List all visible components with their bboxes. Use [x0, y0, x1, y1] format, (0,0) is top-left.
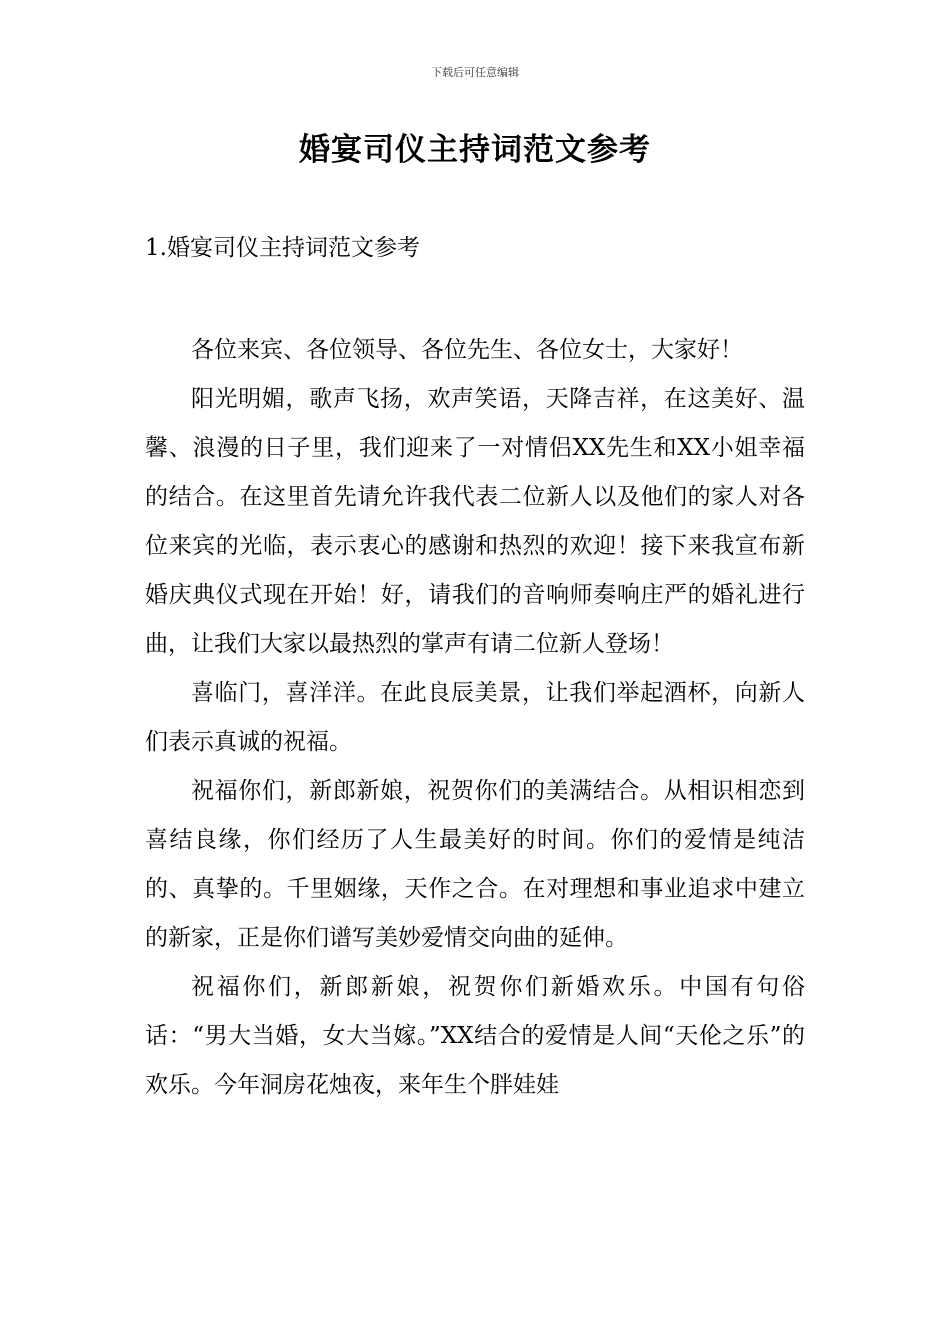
document-body — [145, 326, 805, 1110]
section-heading: 1.婚宴司仪主持词范文参考 — [145, 235, 420, 261]
paragraph-toast: 喜临门，喜洋洋。在此良辰美景，让我们举起酒杯，向新人们表示真诚的祝福。 — [145, 680, 805, 755]
paragraph-blessing-union: 祝福你们，新郎新娘，祝贺你们的美满结合。从相识相恋到喜结良缘，你们经历了人生最美好的时间。你们的爱情是纯洁的、真挚的。千里姻缘，天作之合。在对理想和事业追求中建立的新家，正是你们谱写美妙爱情交向曲的延伸。 — [145, 778, 805, 951]
paragraph-blessing-joy: 祝福你们，新郎新娘，祝贺你们新婚欢乐。中国有句俗话：“男大当婚，女大当嫁。”XX结合的爱情是人间“天伦之乐”的欢乐。今年洞房花烛夜，来年生个胖娃娃 — [145, 974, 806, 1098]
header-note: 下载后可任意编辑 — [431, 66, 519, 79]
paragraph-greeting: 各位来宾、各位领导、各位先生、各位女士，大家好！ — [191, 337, 743, 363]
document-title: 婚宴司仪主持词范文参考 — [299, 132, 651, 168]
paragraph-opening: 阳光明媚，歌声飞扬，欢声笑语，天降吉祥，在这美好、温馨、浪漫的日子里，我们迎来了一对情侣XX先生和XX小姐幸福的结合。在这里首先请允许我代表二位新人以及他们的家人对各位来宾的光临，表示衷心的感谢和热烈的欢迎！接下来我宣布新婚庆典仪式现在开始！好，请我们的音响师奏响庄严的婚礼进行曲，让我们大家以最热烈的掌声有请二位新人登场！ — [145, 386, 805, 657]
